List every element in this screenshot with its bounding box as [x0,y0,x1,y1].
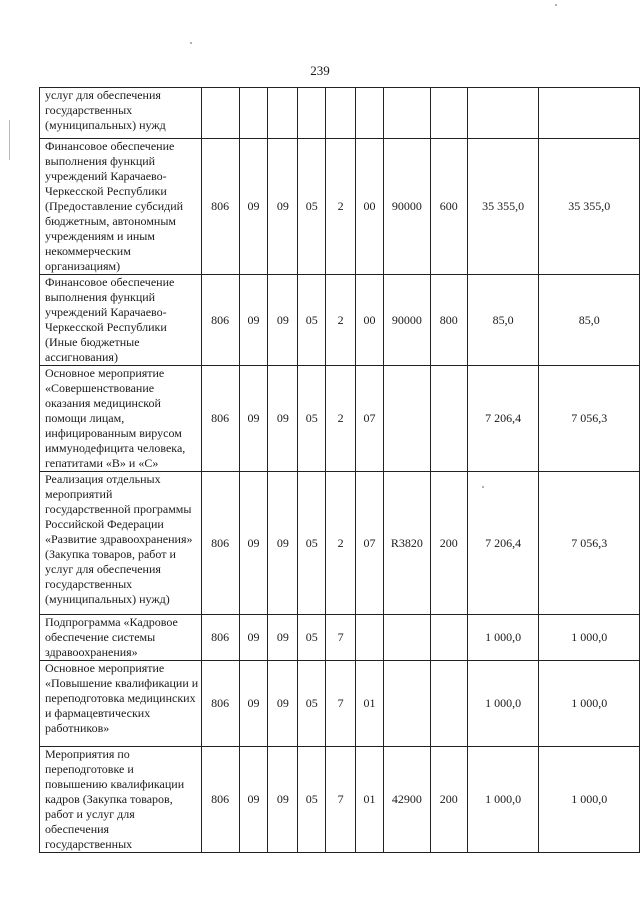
row-sub-cell: 7 [326,615,356,661]
row-subsection-cell: 09 [268,615,298,661]
row-sub-cell: 2 [326,366,356,472]
row-section-cell: 09 [239,661,268,747]
row-sum1-cell: 35 355,0 [467,139,539,275]
row-program-cell: 05 [298,139,326,275]
row-direction-cell [383,661,430,747]
row-name-cell: Основное мероприятие «Совершенствование оказания медицинской помощи лицам, инфицированным вирусом иммунодефицита человека, гепатитами «В» и «С» [40,366,202,472]
row-sub-cell: 2 [326,139,356,275]
row-sum2-cell: 35 355,0 [539,139,640,275]
row-name-cell: Основное мероприятие «Повышение квалификации и переподготовка медицинских и фармацевтических работников» [40,661,202,747]
row-sub-cell: 7 [326,661,356,747]
row-type-cell [430,615,467,661]
row-section-cell: 09 [239,615,268,661]
row-program-cell: 05 [298,747,326,853]
row-program-cell: 05 [298,661,326,747]
row-ministry-cell: 806 [201,275,239,366]
row-sum2-cell: 1 000,0 [539,615,640,661]
table-row [40,472,640,615]
row-sub-cell: 7 [326,747,356,853]
row-program-cell: 05 [298,472,326,615]
row-sum2-cell: 1 000,0 [539,661,640,747]
row-sum1-cell: 1 000,0 [467,615,539,661]
scan-speck [555,4,557,6]
row-sum2-cell: 7 056,3 [539,366,640,472]
row-section-cell: 09 [239,275,268,366]
scan-speck [190,42,192,44]
row-type-cell [430,366,467,472]
row-type-cell [430,661,467,747]
row-event-cell: 00 [356,139,384,275]
row-name-cell: Мероприятия по переподготовке и повышению квалификации кадров (Закупка товаров, работ и услуг для обеспечения государственных [40,747,202,853]
row-sum2-cell: 7 056,3 [539,472,640,615]
row-subsection-cell: 09 [268,366,298,472]
row-section-cell: 09 [239,747,268,853]
row-sum1-cell [467,88,539,139]
row-ministry-cell: 806 [201,366,239,472]
row-event-cell: 07 [356,366,384,472]
row-ministry-cell: 806 [201,472,239,615]
row-ministry-cell: 806 [201,615,239,661]
row-event-cell: 07 [356,472,384,615]
row-sub-cell: 2 [326,472,356,615]
row-event-cell: 00 [356,275,384,366]
row-section-cell: 09 [239,366,268,472]
row-type-cell [430,88,467,139]
row-direction-cell [383,366,430,472]
row-name-cell: услуг для обеспечения государственных (муниципальных) нужд [40,88,202,139]
row-subsection-cell: 09 [268,139,298,275]
table-row [40,275,640,366]
row-direction-cell [383,615,430,661]
table-row [40,747,640,853]
row-section-cell: 09 [239,139,268,275]
row-type-cell: 600 [430,139,467,275]
row-program-cell: 05 [298,366,326,472]
row-ministry-cell: 806 [201,747,239,853]
row-name-cell: Подпрограмма «Кадровое обеспечение системы здравоохранения» [40,615,202,661]
row-section-cell: 09 [239,472,268,615]
table-row [40,88,640,139]
row-sub-cell [326,88,356,139]
table-row [40,139,640,275]
row-subsection-cell: 09 [268,472,298,615]
row-ministry-cell: 806 [201,661,239,747]
table-row [40,366,640,472]
row-program-cell: 05 [298,615,326,661]
row-event-cell [356,88,384,139]
row-direction-cell [383,88,430,139]
row-ministry-cell [201,88,239,139]
row-sum1-cell: 1 000,0 [467,661,539,747]
row-program-cell [298,88,326,139]
row-direction-cell: 90000 [383,139,430,275]
row-name-cell: Финансовое обеспечение выполнения функций учреждений Карачаево-Черкесской Республики (Иные бюджетные ассигнования) [40,275,202,366]
table-row [40,615,640,661]
row-type-cell: 800 [430,275,467,366]
row-sum1-cell: 7 206,4 [467,472,539,615]
budget-table [39,87,640,853]
row-sum1-cell: 1 000,0 [467,747,539,853]
row-sum2-cell [539,88,640,139]
row-event-cell: 01 [356,661,384,747]
table-row [40,661,640,747]
row-subsection-cell [268,88,298,139]
row-name-cell: Финансовое обеспечение выполнения функций учреждений Карачаево-Черкесской Республики (Предоставление субсидий бюджетным, автономным учреждениям и иным некоммерческим организациям) [40,139,202,275]
row-direction-cell: 42900 [383,747,430,853]
row-name-cell: Реализация отдельных мероприятий государственной программы Российской Федерации «Развитие здравоохранения» (Закупка товаров, работ и услуг для обеспечения государственных (муниципальных) нужд) [40,472,202,615]
row-subsection-cell: 09 [268,661,298,747]
row-direction-cell: 90000 [383,275,430,366]
row-sum2-cell: 1 000,0 [539,747,640,853]
row-program-cell: 05 [298,275,326,366]
row-ministry-cell: 806 [201,139,239,275]
row-sum1-cell: 85,0 [467,275,539,366]
row-section-cell [239,88,268,139]
row-sub-cell: 2 [326,275,356,366]
row-type-cell: 200 [430,472,467,615]
row-subsection-cell: 09 [268,275,298,366]
page-number: 239 [310,63,330,78]
row-event-cell [356,615,384,661]
row-direction-cell: R3820 [383,472,430,615]
row-sum1-cell: 7 206,4 [467,366,539,472]
row-event-cell: 01 [356,747,384,853]
row-subsection-cell: 09 [268,747,298,853]
row-type-cell: 200 [430,747,467,853]
scan-edge-mark [9,120,10,160]
row-sum2-cell: 85,0 [539,275,640,366]
